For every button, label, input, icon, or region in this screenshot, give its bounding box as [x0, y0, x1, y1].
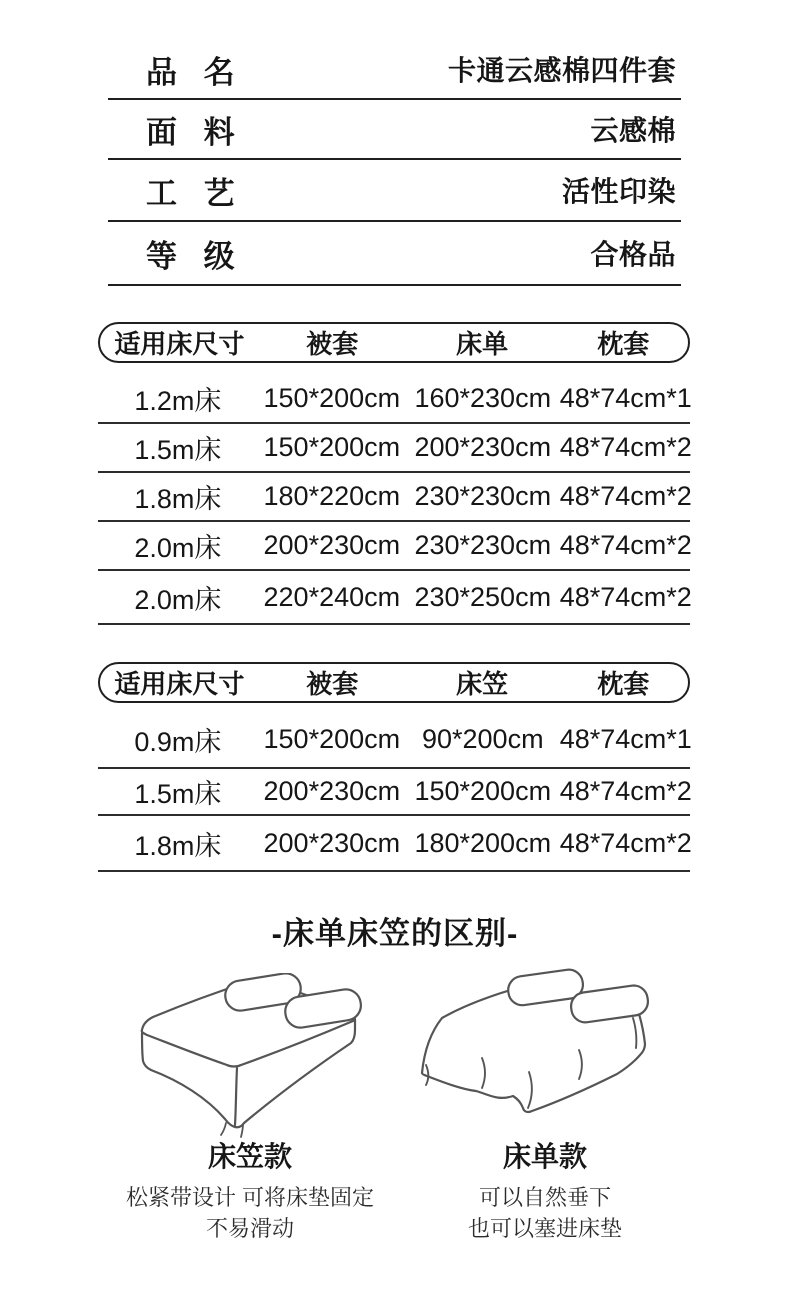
table-row [98, 712, 690, 769]
flat-sheet-description [395, 1182, 695, 1244]
comparison-section-title: -床单床笠的区别- [271, 916, 519, 951]
size-cell: 230*250cm [414, 581, 552, 612]
size-cell: 48*74cm*2 [559, 776, 692, 806]
fitted-sheet-desc-line1: 松紧带设计 可将床垫固定 [125, 1185, 375, 1210]
flat-sheet-desc-line2: 也可以塞进床垫 [467, 1216, 622, 1241]
attribute-value: 合格品 [590, 239, 676, 270]
size-cell: 48*74cm*2 [559, 581, 692, 612]
size-cell: 48*74cm*2 [559, 432, 692, 462]
size-table-fitted [98, 662, 690, 872]
table-row [98, 375, 690, 424]
fitted-sheet-caption [100, 1140, 400, 1244]
size-cell: 48*74cm*1 [559, 724, 692, 754]
bed-fitted-sheet-illustration [122, 973, 370, 1141]
attribute-value: 卡通云感棉四件套 [447, 55, 676, 86]
size-cell: 1.8m床 [134, 830, 222, 861]
column-header-bed-size: 适用床尺寸 [114, 329, 245, 359]
size-cell: 180*200cm [414, 827, 552, 858]
attribute-label: 等 级 [146, 238, 236, 274]
flat-sheet-name: 床单款 [502, 1141, 587, 1172]
size-table-fitted-body [98, 703, 690, 872]
attribute-table [108, 40, 681, 286]
size-cell: 0.9m床 [134, 727, 222, 757]
attribute-label: 面 料 [146, 114, 236, 150]
size-cell: 1.2m床 [134, 386, 222, 416]
table-row [98, 571, 690, 625]
size-cell: 150*200cm [414, 776, 552, 806]
size-table-sheet-header [98, 322, 690, 363]
column-header-flat-sheet: 床单 [456, 329, 509, 359]
bed-flat-sheet-illustration [402, 968, 697, 1138]
size-table-sheet [98, 322, 690, 625]
table-row [98, 473, 690, 522]
attribute-label: 品 名 [146, 54, 236, 90]
size-cell: 150*200cm [263, 383, 401, 413]
attribute-row-grade [108, 222, 681, 286]
attribute-row-fabric [108, 100, 681, 160]
flat-sheet-caption [395, 1140, 695, 1244]
attribute-value: 活性印染 [561, 176, 676, 207]
size-cell: 200*230cm [263, 530, 401, 560]
attribute-label: 工 艺 [146, 175, 236, 211]
size-cell: 90*200cm [421, 724, 544, 754]
table-row [98, 424, 690, 473]
size-cell: 1.5m床 [134, 779, 222, 809]
fitted-sheet-name: 床笠款 [207, 1141, 292, 1172]
size-table-fitted-header [98, 662, 690, 703]
size-cell: 48*74cm*1 [559, 383, 692, 413]
fitted-sheet-description [100, 1182, 400, 1244]
fitted-sheet-desc-line2: 不易滑动 [205, 1216, 294, 1241]
size-cell: 160*230cm [414, 383, 552, 413]
column-header-bed-size: 适用床尺寸 [114, 669, 245, 699]
size-cell: 180*220cm [263, 481, 401, 511]
column-header-duvet-cover: 被套 [306, 329, 359, 359]
size-cell: 230*230cm [414, 530, 552, 560]
attribute-value: 云感棉 [590, 115, 676, 146]
table-row [98, 522, 690, 571]
size-cell: 200*230cm [263, 827, 401, 858]
column-header-fitted-sheet: 床笠 [456, 669, 509, 699]
table-row [98, 816, 690, 872]
flat-sheet-desc-line1: 可以自然垂下 [478, 1185, 611, 1210]
attribute-row-process [108, 160, 681, 222]
size-cell: 200*230cm [414, 432, 552, 462]
size-cell: 150*200cm [263, 724, 401, 754]
size-cell: 200*230cm [263, 776, 401, 806]
column-header-duvet-cover: 被套 [306, 669, 359, 699]
size-cell: 2.0m床 [134, 533, 222, 563]
size-cell: 230*230cm [414, 481, 552, 511]
table-row [98, 769, 690, 816]
size-cell: 220*240cm [263, 581, 401, 612]
size-table-sheet-body [98, 363, 690, 625]
column-header-pillowcase: 枕套 [597, 669, 650, 699]
size-cell: 2.0m床 [134, 584, 222, 615]
column-header-pillowcase: 枕套 [597, 329, 650, 359]
size-cell: 48*74cm*2 [559, 827, 692, 858]
size-cell: 48*74cm*2 [559, 481, 692, 511]
attribute-row-product-name [108, 40, 681, 100]
size-cell: 1.8m床 [134, 484, 222, 514]
size-cell: 1.5m床 [134, 435, 222, 465]
size-cell: 150*200cm [263, 432, 401, 462]
size-cell: 48*74cm*2 [559, 530, 692, 560]
